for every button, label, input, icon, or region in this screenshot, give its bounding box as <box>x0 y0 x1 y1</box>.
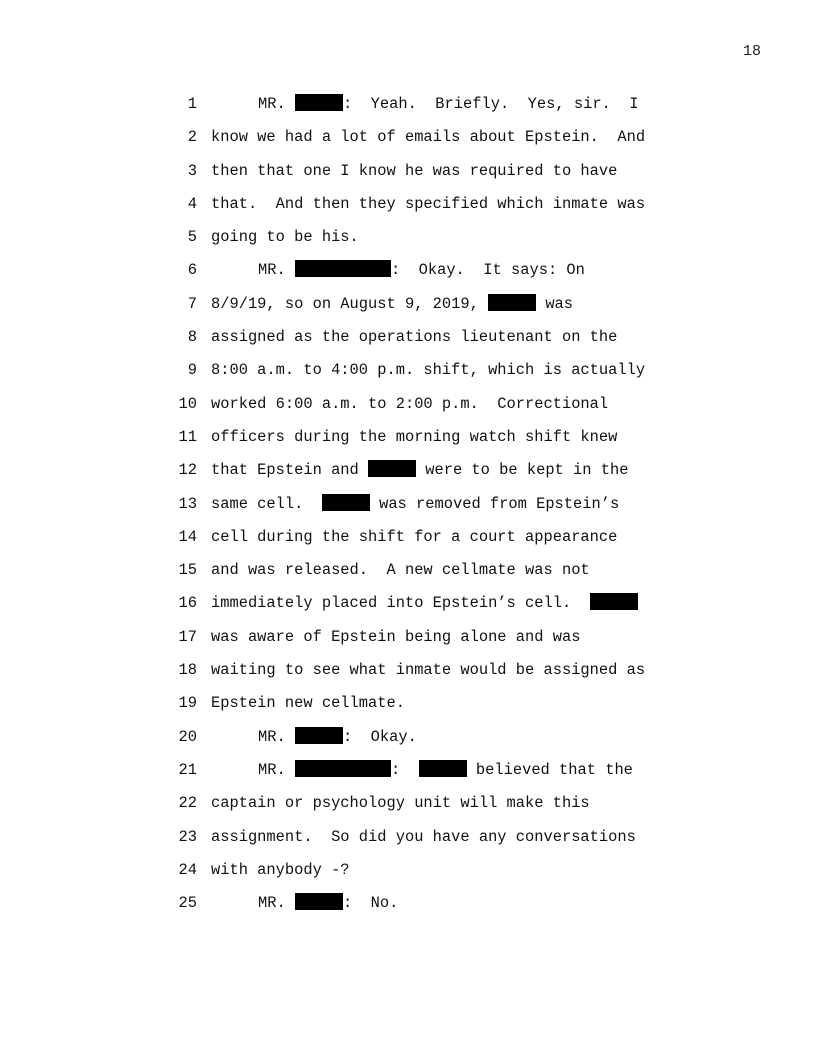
redaction-box <box>590 593 638 610</box>
text-segment: assignment. So did you have any conversations <box>211 827 636 846</box>
page-number: 18 <box>742 43 761 60</box>
transcript-line <box>170 826 730 859</box>
transcript-line <box>170 859 730 892</box>
transcript-line <box>170 160 730 193</box>
line-text <box>211 426 617 448</box>
line-text <box>211 226 359 248</box>
line-number: 2 <box>187 128 197 147</box>
line-number: 8 <box>187 328 197 347</box>
text-segment: that. And then they specified which inmate was <box>211 194 646 213</box>
text-segment: captain or psychology unit will make this <box>211 794 590 813</box>
line-text <box>211 759 633 781</box>
line-number: 16 <box>178 594 197 613</box>
transcript-line <box>170 759 730 792</box>
line-text <box>211 126 645 148</box>
line-number: 24 <box>178 860 197 879</box>
line-number: 22 <box>178 794 197 813</box>
text-segment: cell during the shift for a court appearance <box>211 527 618 546</box>
text-segment: : Okay. It says: On <box>390 261 585 280</box>
redaction-box <box>295 760 391 777</box>
line-number: 3 <box>187 161 197 180</box>
redaction-box <box>368 460 416 477</box>
transcript-line <box>170 726 730 759</box>
line-text <box>211 659 645 681</box>
redaction-box <box>295 893 343 910</box>
text-segment: waiting to see what inmate would be assigned as <box>211 661 646 680</box>
line-number: 5 <box>187 228 197 247</box>
transcript-line <box>170 892 730 925</box>
transcript-line <box>170 359 730 392</box>
line-text <box>211 259 585 281</box>
line-number: 13 <box>178 494 197 513</box>
text-segment: was aware of Epstein being alone and was <box>211 627 581 646</box>
transcript-line <box>170 193 730 226</box>
line-number: 23 <box>178 827 197 846</box>
transcript-line <box>170 493 730 526</box>
text-segment: same cell. <box>211 494 322 513</box>
line-text <box>211 559 590 581</box>
text-segment: 8/9/19, so on August 9, 2019, <box>211 294 489 313</box>
transcript-line <box>170 393 730 426</box>
line-number: 12 <box>178 461 197 480</box>
line-number: 18 <box>178 661 197 680</box>
transcript-line <box>170 259 730 292</box>
transcript-lines <box>170 93 730 925</box>
line-text <box>211 459 628 481</box>
line-text <box>211 326 617 348</box>
line-text <box>211 626 580 648</box>
transcript-line <box>170 659 730 692</box>
transcript-line <box>170 626 730 659</box>
line-text <box>211 726 417 748</box>
line-text <box>211 93 639 115</box>
line-number: 4 <box>187 194 197 213</box>
text-segment: worked 6:00 a.m. to 2:00 p.m. Correctional <box>211 394 609 413</box>
redaction-box <box>295 94 343 111</box>
text-segment: with anybody -? <box>211 860 350 879</box>
redaction-box <box>322 494 370 511</box>
text-segment: : <box>390 760 419 779</box>
transcript-line <box>170 326 730 359</box>
text-segment: MR. <box>258 261 295 280</box>
text-segment: : Yeah. Briefly. Yes, sir. I <box>342 95 639 113</box>
text-segment: assigned as the operations lieutenant on the <box>211 328 618 347</box>
redaction-box <box>419 760 467 777</box>
transcript-line <box>170 426 730 459</box>
line-number: 1 <box>187 95 197 113</box>
line-text <box>211 692 405 714</box>
text-segment: then that one I know he was required to have <box>211 161 618 180</box>
text-segment: was <box>536 294 574 313</box>
redaction-box <box>488 294 536 311</box>
line-number: 15 <box>178 561 197 580</box>
line-text <box>211 193 645 215</box>
line-text <box>211 293 573 315</box>
text-segment: was removed from Epstein’s <box>369 494 620 513</box>
transcript-line <box>170 692 730 725</box>
transcript-line <box>170 226 730 259</box>
line-text <box>211 792 590 814</box>
line-number: 19 <box>178 694 197 713</box>
text-segment: MR. <box>258 760 295 779</box>
text-segment: believed that the <box>466 760 633 779</box>
text-segment: were to be kept in the <box>416 461 629 480</box>
line-text <box>211 160 617 182</box>
line-text <box>211 493 619 515</box>
line-number: 17 <box>178 627 197 646</box>
transcript-line <box>170 93 730 126</box>
text-segment: Epstein new cellmate. <box>211 694 405 713</box>
text-segment: 8:00 a.m. to 4:00 p.m. shift, which is actually <box>211 361 646 380</box>
line-number: 21 <box>178 760 197 779</box>
line-text <box>211 526 617 548</box>
line-text <box>211 859 350 881</box>
text-segment: going to be his. <box>211 228 359 247</box>
line-text <box>211 892 398 914</box>
transcript-line <box>170 459 730 492</box>
text-segment: MR. <box>258 727 295 746</box>
line-number: 7 <box>187 294 197 313</box>
text-segment: officers during the morning watch shift knew <box>211 427 618 446</box>
text-segment: immediately placed into Epstein’s cell. <box>211 594 590 613</box>
line-text <box>211 826 636 848</box>
line-text <box>211 393 608 415</box>
line-number: 9 <box>187 361 197 380</box>
text-segment: MR. <box>258 95 295 113</box>
transcript-line <box>170 526 730 559</box>
line-number: 10 <box>178 394 197 413</box>
transcript-line <box>170 293 730 326</box>
line-number: 25 <box>178 894 197 913</box>
text-segment: : Okay. <box>342 727 417 746</box>
line-text <box>211 359 645 381</box>
transcript-line <box>170 126 730 159</box>
text-segment: that Epstein and <box>211 461 369 480</box>
transcript-line <box>170 592 730 625</box>
line-number: 11 <box>178 427 197 446</box>
text-segment: know we had a lot of emails about Epstein. And <box>211 128 646 147</box>
line-number: 20 <box>178 727 197 746</box>
text-segment: : No. <box>342 894 399 913</box>
text-segment: and was released. A new cellmate was not <box>211 561 590 580</box>
redaction-box <box>295 727 343 744</box>
transcript-line <box>170 559 730 592</box>
text-segment: MR. <box>258 894 295 913</box>
line-text <box>211 592 638 614</box>
line-number: 6 <box>187 261 197 280</box>
transcript-line <box>170 792 730 825</box>
line-number: 14 <box>178 527 197 546</box>
redaction-box <box>295 260 391 277</box>
